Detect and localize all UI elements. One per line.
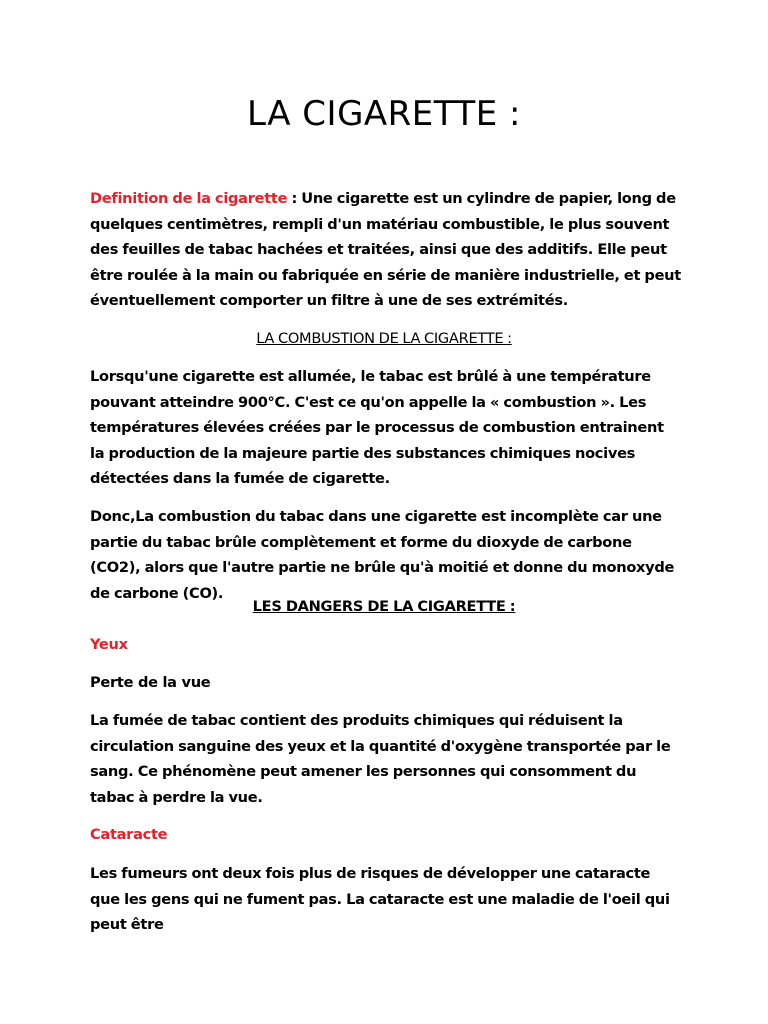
eyes-paragraph: La fumée de tabac contient des produits chimiques qui réduisent la circulation sanguine des yeux et la quantité d'oxygène transportée par le sang. Ce phénomène peut amener les personnes qui consomment du tabac à perdre la vue. xyxy=(90,712,671,806)
definition-paragraph xyxy=(90,186,682,314)
definition-label: Definition de la cigarette xyxy=(90,190,288,207)
combustion-paragraph-2: Donc,La combustion du tabac dans une cigarette est incomplète car une partie du tabac brûle complètement et forme du dioxyde de carbone (CO2), alors que l'autre partie ne brûle qu'à moitié et donne du monoxyde de carbone (CO). xyxy=(90,508,675,602)
document-title: LA CIGARETTE : xyxy=(247,94,521,134)
dangers-heading: LES DANGERS DE LA CIGARETTE : xyxy=(252,598,516,615)
eyes-heading: Yeux xyxy=(90,636,128,653)
vision-loss-subheading: Perte de la vue xyxy=(90,674,211,691)
cataract-paragraph: Les fumeurs ont deux fois plus de risques de développer une cataracte que les gens qui ne fument pas. La cataracte est une maladie de l'oeil qui peut être xyxy=(90,865,670,933)
cataract-heading: Cataracte xyxy=(90,826,168,843)
combustion-paragraph-1: Lorsqu'une cigarette est allumée, le tabac est brûlé à une température pouvant atteindre 900°C. C'est ce qu'on appelle la « combustion ». Les températures élevées créées par le processus de combustion entrainent la production de la majeure partie des substances chimiques nocives détectées dans la fumée de cigarette. xyxy=(90,368,664,487)
definition-text: : Une cigarette est un cylindre de papier, long de quelques centimètres, rempli d'un matériau combustible, le plus souvent des feuilles de tabac hachées et traitées, ainsi que des additifs. Elle peut être roulée à la main ou fabriquée en série de manière industrielle, et peut éventuellement comporter un filtre à une de ses extrémités. xyxy=(90,190,681,309)
combustion-heading: LA COMBUSTION DE LA CIGARETTE : xyxy=(256,330,512,347)
